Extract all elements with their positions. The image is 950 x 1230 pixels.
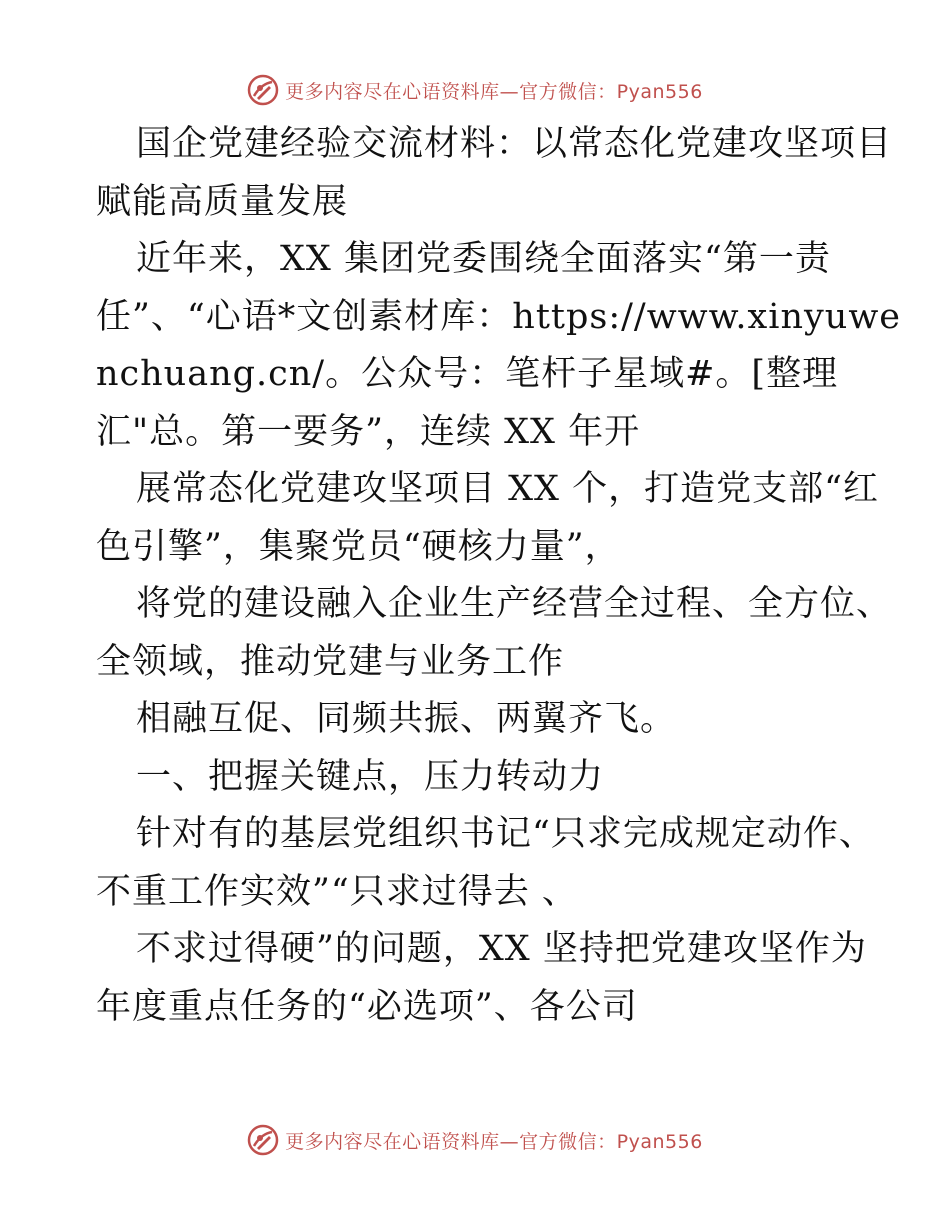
header-banner-text: 更多内容尽在心语资料库—官方微信：Pyan556: [285, 80, 703, 103]
paragraph-line: 近年来，XX 集团党委围绕全面落实“第一责: [136, 239, 831, 279]
footer-banner-text: 更多内容尽在心语资料库—官方微信：Pyan556: [285, 1130, 703, 1153]
paragraph-line: 相融互促、同频共振、两翼齐飞。: [136, 699, 677, 739]
title-line-2: 赋能高质量发展: [96, 181, 349, 222]
paragraph-line: 汇"总。第一要务”，连续 XX 年开: [96, 411, 641, 452]
paragraph-line: 将党的建设融入企业生产经营全过程、全方位、: [136, 584, 893, 624]
paragraph-line: 展常态化党建攻坚项目 XX 个，打造党支部“红: [136, 469, 879, 509]
document-body: [96, 116, 902, 1036]
section-heading: 一、把握关键点，压力转动力: [136, 756, 605, 797]
paragraph-line: 针对有的基层党组织书记“只求完成规定动作、: [136, 814, 875, 854]
paragraph-line: 全领域，推动党建与业务工作: [96, 641, 565, 682]
paragraph-line: 任”、“心语*文创素材库：https://www.xinyuwe: [96, 296, 902, 337]
footer-banner: [0, 1120, 950, 1160]
paragraph-line: 不求过得硬”的问题，XX 坚持把党建攻坚作为: [136, 929, 867, 969]
paragraph-line: 色引擎”，集聚党员“硬核力量”，: [96, 526, 621, 567]
header-banner: [0, 70, 950, 110]
paragraph-line: nchuang.cn/。公众号：笔杆子星域#。[整理: [96, 354, 839, 394]
title-line-1: 国企党建经验交流材料：以常态化党建攻坚项目: [136, 124, 893, 164]
logo-icon: [247, 1124, 279, 1156]
paragraph-line: 年度重点任务的“必选项”、各公司: [96, 986, 638, 1027]
logo-icon: [247, 74, 279, 106]
paragraph-line: 不重工作实效”“只求过得去 、: [96, 871, 578, 912]
